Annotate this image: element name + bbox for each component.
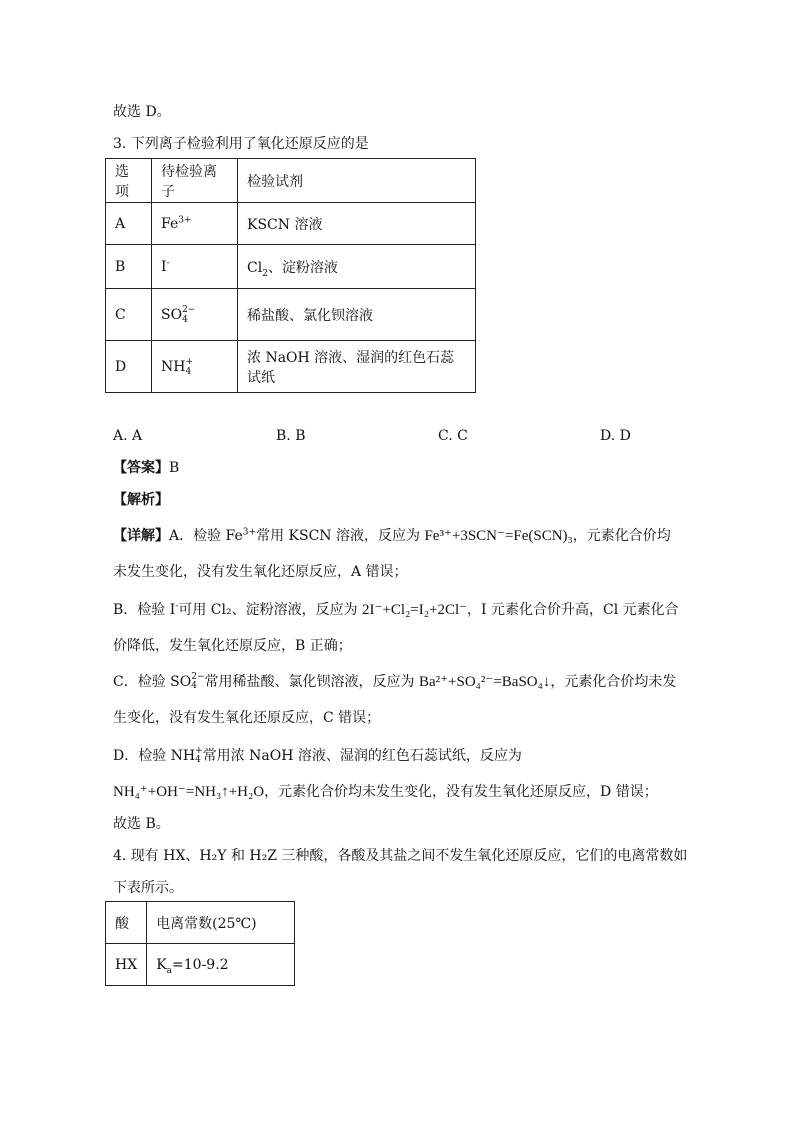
header-constant: 电离常数(25℃) (147, 902, 295, 944)
row-ion: NH + 4 (152, 341, 238, 393)
row-acid: HX (106, 944, 147, 986)
question-4-table (105, 901, 295, 986)
question-4-stem-line-2: 下表所示。 (113, 880, 183, 896)
row-constant: $K_a=10-9.2$ (147, 944, 295, 986)
question-3-table (105, 158, 476, 393)
question-3-conclusion: 故选 B。 (113, 816, 170, 832)
equation-d: NH₄⁺+OH⁻=NH₃↑+H₂O (113, 784, 265, 800)
table-row (106, 944, 295, 986)
row-option: C (106, 289, 152, 341)
question-3-stem: 3. 下列离子检验利用了氧化还原反应的是 (113, 136, 369, 152)
row-reagent: $Cl_2$、淀粉溶液 (238, 245, 476, 289)
table-header-row (106, 159, 476, 203)
row-ion: SO 2− 4 (152, 289, 238, 341)
explanation-b: B．检验 I-可用 Cl₂、淀粉溶液，反应为 2I⁻+Cl₂=I₂+2Cl⁻，I 元素化合价升高，Cl 元素化合价降低，发生氧化还原反应，B 正确； (113, 601, 679, 654)
previous-conclusion: 故选 D。 (113, 104, 171, 120)
table-row (106, 341, 476, 393)
option-b: B. B (276, 428, 306, 444)
equation-a: Fe³⁺+3SCN⁻=Fe(SCN)₃ (424, 528, 573, 544)
question-4-stem-line-1: 4. 现有 HX、H₂Y 和 H₂Z 三种酸，各酸及其盐之间不发生氧化还原反应，它们的电离常数如 (113, 848, 688, 864)
table-header-row (106, 902, 295, 944)
explanation-d: D．检验 NH + 4 常用浓 NaOH 溶液、湿润的红色石蕊试纸，反应为 NH₄⁺+OH⁻=NH₃↑+H₂O，元素化合价均未发生变化，没有发生氧化还原反应，D 错误； (113, 746, 658, 800)
analysis-label: 【解析】 (113, 492, 169, 508)
table-row (106, 203, 476, 245)
row-option: D (106, 341, 152, 393)
explanation-c: C．检验 SO 2− 4 常用稀盐酸、氯化钡溶液，反应为 Ba²⁺+SO₄²⁻=BaSO₄↓，元素化合价均未发生变化，没有发生氧化还原反应，C 错误； (113, 672, 677, 726)
answer-options (113, 428, 633, 448)
equation-b: 2I⁻+Cl₂=I₂+2Cl⁻ (362, 602, 468, 618)
answer-label: 【答案】 (113, 460, 169, 476)
option-d: D. D (600, 428, 631, 444)
row-option: B (106, 245, 152, 289)
option-a: A. A (113, 428, 143, 444)
row-ion: I- (152, 245, 238, 289)
equation-c: Ba²⁺+SO₄²⁻=BaSO₄↓ (418, 674, 551, 690)
row-option: A (106, 203, 152, 245)
explanation-a: 【详解】A．检验 $Fe^{3+}$常用 KSCN 溶液，反应为 Fe³⁺+3SCN⁻=Fe(SCN)₃，元素化合价均未发生变化，没有发生氧化还原反应，A 错误； (113, 527, 671, 580)
header-ion: 待检验离子 (152, 159, 238, 203)
answer-value: B (169, 460, 180, 476)
detail-label: 【详解】 (113, 528, 169, 544)
row-ion: $Fe^{3+}$ (152, 203, 238, 245)
row-reagent: 浓 NaOH 溶液、湿润的红色石蕊试纸 (238, 341, 476, 393)
header-option: 选项 (106, 159, 152, 203)
answer-line (113, 458, 179, 478)
table-row (106, 289, 476, 341)
header-reagent: 检验试剂 (238, 159, 476, 203)
row-reagent: KSCN 溶液 (238, 203, 476, 245)
option-c: C. C (438, 428, 468, 444)
header-acid: 酸 (106, 902, 147, 944)
row-reagent: 稀盐酸、氯化钡溶液 (238, 289, 476, 341)
table-row (106, 245, 476, 289)
